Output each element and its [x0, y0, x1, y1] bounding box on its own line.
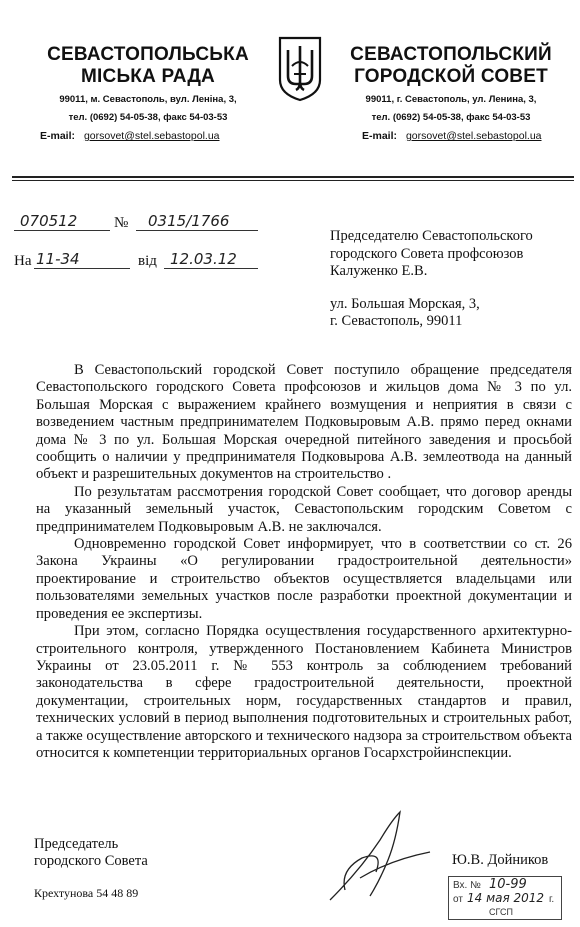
letter-body [36, 362, 572, 762]
stamp-in-label: Вх. № [453, 880, 481, 891]
stamp-in-number: 10-99 [489, 877, 527, 892]
in-reply-prefix: На [14, 253, 32, 269]
stamp-date: 14 мая 2012 [467, 891, 545, 905]
executor-line: Крехтунова 54 48 89 [34, 886, 139, 900]
letterhead-left-email [40, 130, 220, 142]
email-link[interactable]: gorsovet@stel.sebastopol.ua [83, 130, 220, 142]
header-rule-thin [12, 180, 574, 181]
recipient-line1: Председателю Севастопольского [330, 228, 533, 244]
email-link[interactable]: gorsovet@stel.sebastopol.ua [405, 130, 542, 142]
stamp-year-suffix: г. [549, 894, 555, 905]
outgoing-date-line [14, 230, 110, 231]
reply-date: 12.03.12 [170, 250, 237, 268]
outgoing-number: 0315/1766 [148, 212, 230, 230]
paragraph-3: Одновременно городской Совет информирует, что в соответствии со ст. 26 Закона Украины «О регулировании градостроительной деятельности» проектирование и строительство объектов осуществляется владельцами или пользователями земельных участков после разработки проектной документации и проведения ее экспертизы. [36, 536, 572, 622]
letterhead-right-email [362, 130, 542, 142]
recipient-address1: ул. Большая Морская, 3, [330, 295, 480, 312]
letterhead [0, 0, 580, 190]
letterhead-right-title-line1: СЕВАСТОПОЛЬСКИЙ [350, 44, 552, 65]
outgoing-date: 070512 [20, 212, 78, 230]
letterhead-left-title-line2: МІСЬКА РАДА [81, 66, 215, 87]
signatory-name: Ю.В. Дойников [452, 852, 549, 868]
trident-emblem-icon [278, 36, 322, 102]
letterhead-left-title-line1: СЕВАСТОПОЛЬСЬКА [47, 44, 249, 65]
outgoing-number-line [136, 230, 258, 231]
stamp-org: СГСП [489, 907, 513, 917]
signatory-title-line1: Председатель [34, 836, 119, 852]
paragraph-1: В Севастопольский городской Совет поступило обращение председателя Севастопольского городского Совета профсоюзов и жильцов дома № 3 по ул. Большая Морская с выражением крайнего возмущения и неприятия в связи с возведением частным предпринимателем Подковыровым А.В. прямо перед окнами дома № 3 по ул. Большая Морская очередной питейного заведения и просьбой сообщить о наличии у предпринимателя Подковырова А.В. землеотвода на данный объект и разрешительных документов на строительство . [36, 362, 572, 483]
reply-number: 11-34 [36, 250, 80, 268]
letterhead-left-address: 99011, м. Севастополь, вул. Леніна, 3, [59, 94, 237, 105]
signatory-title-line2: городского Совета [34, 853, 148, 869]
incoming-stamp [448, 876, 562, 920]
recipient-address2: г. Севастополь, 99011 [330, 313, 463, 329]
stamp-date-label: от [453, 894, 463, 905]
email-label: E-mail: [362, 130, 398, 142]
email-label: E-mail: [40, 130, 76, 142]
letterhead-right-title-line2: ГОРОДСКОЙ СОВЕТ [354, 66, 548, 87]
recipient-line2: городского Совета профсоюзов [330, 245, 524, 262]
reply-date-line [164, 268, 258, 269]
letterhead-left-phone: тел. (0692) 54-05-38, факс 54-03-53 [68, 112, 228, 123]
handwritten-signature [300, 800, 450, 910]
paragraph-4: При этом, согласно Порядка осуществления государственного архитектурно-строительного контроля, утвержденного Постановлением Кабинета Министров Украины от 23.05.2011 г. № 553 контроль за соблюдением требований законодательства в сфере градостроительной деятельности, проектной документации, строительных норм, государственных стандартов и правил, технических условий в период выполнения подготовительных и строительных работ, а также осуществление авторского и технического надзора за строительством объекта относится к компетенции территориальных органов Госархстройинспекции. [36, 623, 572, 761]
number-label: № [114, 215, 129, 231]
reply-number-line [34, 268, 130, 269]
letterhead-right-address: 99011, г. Севастополь, ул. Ленина, 3, [365, 94, 537, 105]
paragraph-2: По результатам рассмотрения городской Совет сообщает, что договор аренды на указанный земельный участок, Севастопольским городским Советом с предпринимателем Подковыровым А.В. не заключался. [36, 483, 572, 535]
from-label: від [138, 253, 157, 269]
letterhead-right-phone: тел. (0692) 54-05-38, факс 54-03-53 [371, 112, 531, 123]
signatory-title [34, 836, 148, 870]
recipient-line3: Калуженко Е.В. [330, 263, 428, 279]
recipient-block [330, 228, 575, 331]
header-rule-thick [12, 176, 574, 178]
